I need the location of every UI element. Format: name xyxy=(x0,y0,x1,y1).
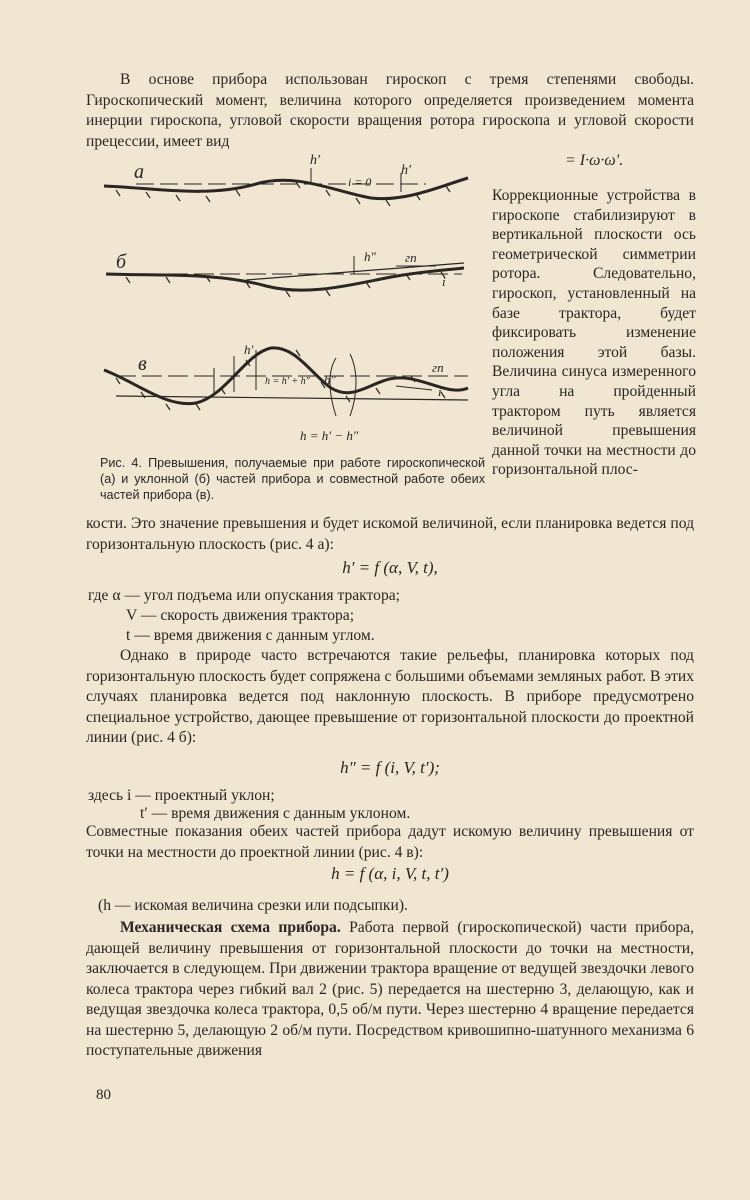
figure-label-b: б xyxy=(116,251,127,273)
gyro-moment-formula: = I·ω·ω′. xyxy=(565,152,624,169)
here-slope: здесь i — проектный уклон; xyxy=(88,787,275,804)
profile-a-hatching xyxy=(116,182,450,206)
mechanical-scheme-text: Работа первой (гироскопической) части прибора, дающей величину превышения от горизонтальной плоскости до точки на местности, заключается в следующем. При движении трактора вращение от ведущей звездочки левого колеса трактора через гибкий вал 2 (рис. 5) передается на шестерню 3, делающую, как и ведущая звездочка колеса трактора, 0,5 об/м пути. Через шестерню 4 вращение передается на шестерню 5, делающую 2 об/м пути. Посредством кривошипно-шатунного механизма 6 поступательные движения xyxy=(86,919,694,1059)
mark-b-gp: гп xyxy=(405,250,417,265)
mark-v-i: i xyxy=(438,384,442,399)
where-alpha: где α — угол подъема или опускания трактора; xyxy=(88,587,401,604)
mark-v-hdiff: h = h′ − h″ xyxy=(300,428,359,443)
where-velocity: V — скорость движения трактора; xyxy=(126,607,355,624)
mark-v-gp: гп xyxy=(432,360,444,375)
figure-4-caption: Рис. 4. Превышения, получаемые при работе гироскопической (а) и уклонной (б) частей прибора и совместной работе обеих частей прибора (в). xyxy=(100,456,485,502)
section-title: Механическая схема прибора. xyxy=(120,919,341,936)
where-time: t — время движения с данным углом. xyxy=(126,627,375,644)
intro-paragraph: В основе прибора использован гироскоп с тремя степенями свободы. Гироскопический момент, величина которого определяется произведением момента инерции гироскопа, угловой скорости вращения ротора гироскопа и угловой скорости прецессии, имеет вид xyxy=(86,71,694,150)
mechanical-scheme-paragraph xyxy=(86,918,694,1062)
formula-h: h = f (α, i, V, t, t′) xyxy=(331,864,449,883)
paragraph-inclined-plane: Однако в природе часто встречаются такие рельефы, планировка которых под горизонтальную плоскость будет сопряжена с большими объемами земляных работ. В этих случаях планировка ведется под наклонную плоскость. В приборе предусмотрено специальное устройство, дающее превышение от горизонтальной плоскости до проектной линии (рис. 4 б): xyxy=(86,647,694,746)
mark-a-i0: i = 0 xyxy=(348,175,372,189)
figure-label-a: а xyxy=(134,161,144,183)
side-column-text: Коррекционные устройства в гироскопе стабилизируют в вертикальной плоскости ось геометрической симметрии ротора. Следовательно, гироскоп, установленный на базе трактора, будет фиксировать изменение положения этой базы. Величина синуса измеренного угла на пройденный трактором путь является величиной превышения данной точки на местности до горизонтальной плос- xyxy=(492,187,696,479)
mark-b-h2: h″ xyxy=(364,249,376,264)
page-number: 80 xyxy=(96,1087,111,1103)
mark-a-h1b: h′ xyxy=(401,163,412,178)
paragraph-h-definition: (h — искомая величина срезки или подсыпки). xyxy=(98,897,408,914)
paragraph-horizontal-plane: кости. Это значение превышения и будет искомой величиной, если планировка ведется под горизонтальную плоскость (рис. 4 а): xyxy=(86,515,694,553)
formula-h2: h″ = f (i, V, t′); xyxy=(340,758,440,777)
formula-h1: h′ = f (α, V, t), xyxy=(342,558,438,577)
mark-v-hsum: h = h′ + h″ xyxy=(265,376,310,387)
figure-label-v: в xyxy=(138,353,147,375)
mark-a-h1: h′ xyxy=(310,153,321,168)
here-time: t′ — время движения с данным уклоном. xyxy=(140,805,411,822)
paragraph-combined: Совместные показания обеих частей прибора дадут искомую величину превышения от точки на местности до проектной линии (рис. 4 в): xyxy=(86,823,694,861)
mark-b-i: i xyxy=(442,274,446,289)
profile-b-ground xyxy=(106,268,464,290)
figure-4 xyxy=(96,148,488,450)
profile-a-ground xyxy=(104,178,468,199)
mark-v-h2: h″ xyxy=(324,372,336,387)
mark-v-h1: h′ xyxy=(244,342,254,357)
